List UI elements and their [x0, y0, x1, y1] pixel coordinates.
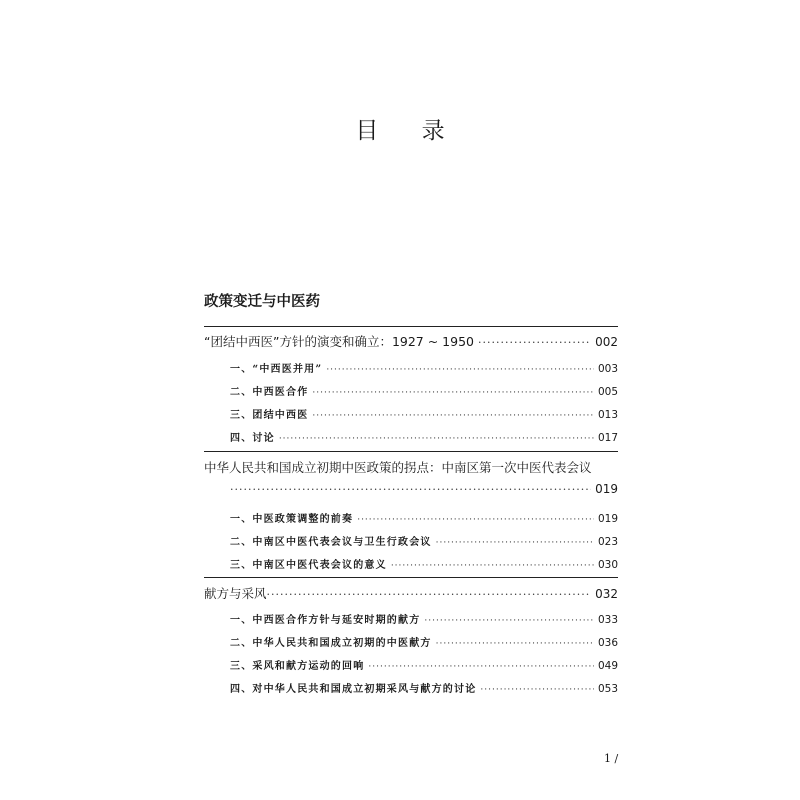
part-title: 政策变迁与中医药	[204, 294, 320, 310]
dot-leader	[436, 538, 594, 548]
toc-section[interactable]	[230, 429, 618, 444]
toc-entry-label: 中华人民共和国成立初期中医政策的拐点：中南区第一次中医代表会议	[204, 460, 592, 475]
toc-entry-label: 一、“中西医并用”	[230, 364, 323, 375]
toc-section[interactable]	[230, 611, 618, 626]
toc-page-number: 036	[597, 637, 618, 649]
toc-entry-label: 三、中南区中医代表会议的意义	[230, 560, 387, 571]
toc-page-number: 017	[597, 432, 618, 444]
toc-page-number: 019	[597, 513, 618, 525]
dot-leader	[424, 616, 594, 626]
chapter-separator	[204, 326, 618, 327]
toc-entry-label: 二、中南区中医代表会议与卫生行政会议	[230, 537, 432, 548]
dot-leader	[368, 662, 594, 672]
toc-page-number: 005	[597, 386, 618, 398]
dot-leader	[478, 336, 591, 349]
toc-entry-label: 一、中医政策调整的前奏	[230, 514, 354, 525]
page-folio: 1 /	[604, 752, 619, 765]
toc-section[interactable]	[230, 406, 618, 421]
chapter-separator	[204, 577, 618, 578]
toc-entry-label: 一、中西医合作方针与延安时期的献方	[230, 615, 421, 626]
dot-leader	[326, 365, 594, 375]
toc-entry-label: 二、中西医合作	[230, 387, 309, 398]
toc-entry-label: “团结中西医”方针的演变和确立：1927 ~ 1950	[204, 334, 474, 349]
dot-leader	[312, 411, 594, 421]
toc-section[interactable]	[230, 510, 618, 525]
dot-leader	[436, 639, 594, 649]
toc-section[interactable]	[230, 533, 618, 548]
toc-page-number: 049	[597, 660, 618, 672]
toc-entry-label: 三、采风和献方运动的回响	[230, 661, 365, 672]
dot-leader	[267, 588, 592, 601]
toc-page-number: 013	[597, 409, 618, 421]
toc-page-number: 032	[595, 587, 618, 601]
toc-entry-label: 三、团结中西医	[230, 410, 309, 421]
toc-entry-label: 四、对中华人民共和国成立初期采风与献方的讨论	[230, 684, 477, 695]
toc-entry-label: 四、讨论	[230, 433, 275, 444]
toc-section[interactable]	[230, 360, 618, 375]
toc-page-number: 053	[597, 683, 618, 695]
toc-page-number: 002	[595, 335, 618, 349]
dot-leader	[391, 561, 594, 571]
toc-page-number: 033	[597, 614, 618, 626]
toc-section[interactable]	[230, 634, 618, 649]
dot-leader	[312, 388, 594, 398]
toc-entry-label: 献方与采风	[204, 586, 267, 601]
toc-section[interactable]	[230, 383, 618, 398]
toc-chapter-2-leader	[230, 482, 618, 496]
toc-chapter-1[interactable]	[204, 332, 618, 350]
toc-section[interactable]	[230, 657, 618, 672]
page-title: 目 录	[355, 118, 463, 144]
dot-leader	[279, 434, 594, 444]
toc-section[interactable]	[230, 680, 618, 695]
dot-leader	[230, 483, 591, 496]
toc-page-number: 030	[597, 559, 618, 571]
toc-section[interactable]	[230, 556, 618, 571]
chapter-separator	[204, 451, 618, 452]
toc-page-number: 023	[597, 536, 618, 548]
dot-leader	[480, 685, 594, 695]
toc-chapter-3[interactable]	[204, 584, 618, 602]
toc-page-number: 003	[597, 363, 618, 375]
toc-entry-label: 二、中华人民共和国成立初期的中医献方	[230, 638, 432, 649]
toc-page-number: 019	[595, 482, 618, 496]
dot-leader	[357, 515, 594, 525]
